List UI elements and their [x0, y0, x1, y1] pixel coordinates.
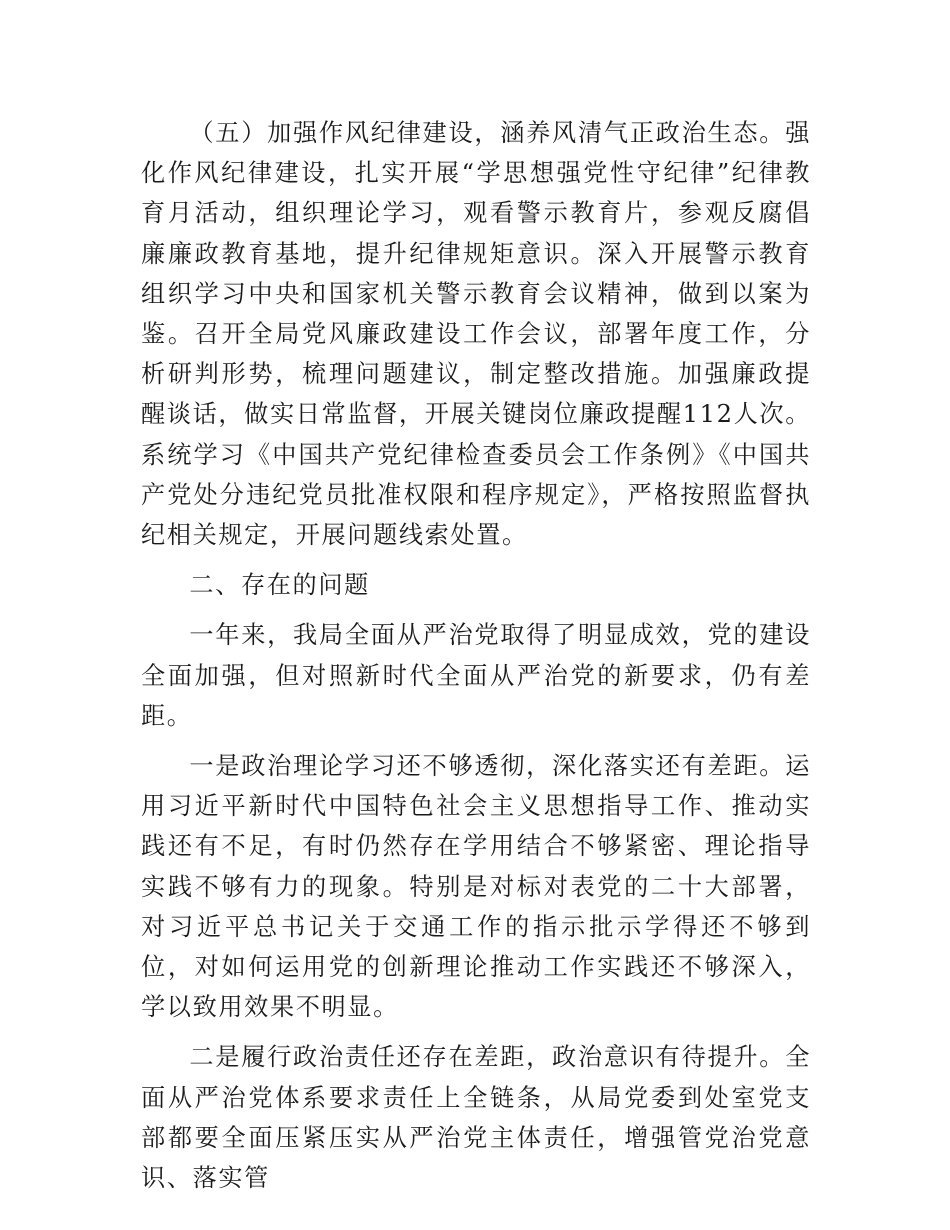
paragraph-overview: 一年来，我局全面从严治党取得了明显成效，党的建设全面加强，但对照新时代全面从严治党的新要求，仍有差距。	[141, 621, 811, 730]
document-body	[141, 113, 811, 1198]
section-heading-existing-problems: 二、存在的问题	[189, 571, 370, 600]
paragraph-problem-two: 二是履行政治责任还存在差距，政治意识有待提升。全面从严治党体系要求责任上全链条，从局党委到处室党支部都要全面压紧压实从严治党主体责任，增强管党治党意识、落实管	[141, 1043, 811, 1193]
paragraph-problem-one: 一是政治理论学习还不够透彻，深化落实还有差距。运用习近平新时代中国特色社会主义思想指导工作、推动实践还有不足，有时仍然存在学用结合不够紧密、理论指导实践不够有力的现象。特别是对标对表党的二十大部署，对习近平总书记关于交通工作的指示批示学得还不够到位，对如何运用党的创新理论推动工作实践还不够深入，学以致用效果不明显。	[141, 752, 811, 1022]
paragraph-discipline-building: （五）加强作风纪律建设，涵养风清气正政治生态。强化作风纪律建设，扎实开展“学思想强党性守纪律”纪律教育月活动，组织理论学习，观看警示教育片，参观反腐倡廉廉政教育基地，提升纪律规矩意识。深入开展警示教育组织学习中央和国家机关警示教育会议精神，做到以案为鉴。召开全局党风廉政建设工作会议，部署年度工作，分析研判形势，梳理问题建议，制定整改措施。加强廉政提醒谈话，做实日常监督，开展关键岗位廉政提醒112人次。系统学习《中国共产党纪律检查委员会工作条例》《中国共产党处分违纪党员批准权限和程序规定》，严格按照监督执纪相关规定，开展问题线索处置。	[141, 119, 811, 550]
